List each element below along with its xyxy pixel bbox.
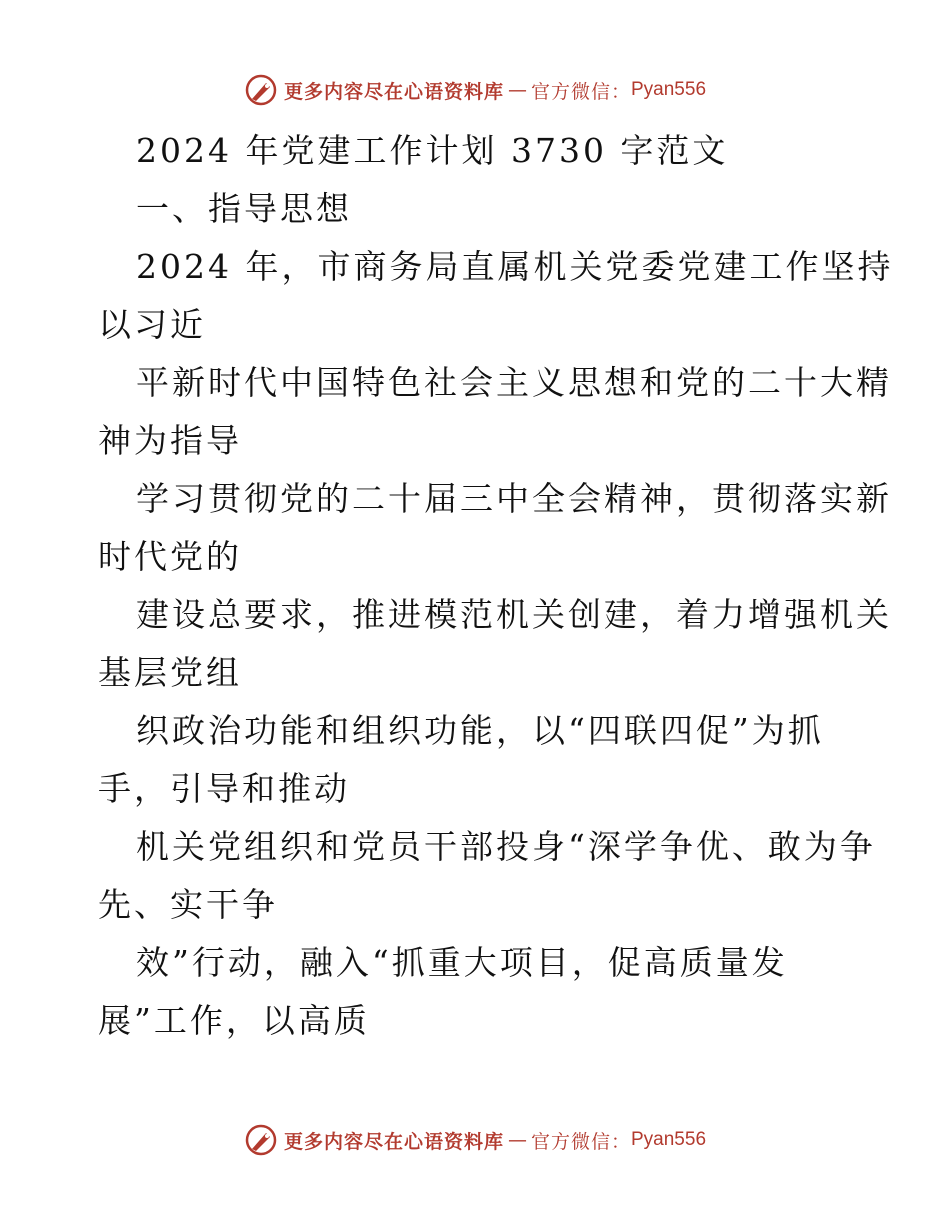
paragraph-line: 平新时代中国特色社会主义思想和党的二十大精 (136, 363, 892, 402)
paragraph-line: 手，引导和推动 (98, 769, 350, 808)
watermark-separator: — (507, 1129, 527, 1151)
watermark-label: 官方微信： (530, 80, 631, 103)
paragraph-line: 织政治功能和组织功能，以“四联四促”为抓 (136, 711, 824, 750)
paragraph-line: 效”行动，融入“抓重大项目，促高质量发 (136, 943, 788, 982)
section-heading: 一、指导思想 (136, 189, 352, 228)
pen-nib-icon (244, 73, 278, 107)
paragraph-line: 先、实干争 (98, 885, 278, 924)
paragraph-line: 2024 年，市商务局直属机关党委党建工作坚持 (136, 247, 894, 286)
paragraph-line: 学习贯彻党的二十届三中全会精神，贯彻落实新 (136, 479, 892, 518)
watermark-footer (0, 1120, 950, 1160)
document-title: 2024 年党建工作计划 3730 字范文 (136, 131, 729, 170)
watermark-header (0, 70, 950, 110)
watermark-separator: — (507, 79, 527, 101)
paragraph-line: 基层党组 (98, 653, 242, 692)
paragraph-line: 机关党组织和党员干部投身“深学争优、敢为争 (136, 827, 876, 866)
watermark-title: 更多内容尽在心语资料库 (283, 80, 504, 103)
paragraph-line: 神为指导 (98, 421, 242, 460)
watermark-account: Pyan556 (631, 79, 707, 100)
document-body (98, 122, 894, 1050)
paragraph-line: 以习近 (98, 305, 206, 344)
pen-nib-icon (244, 1123, 278, 1157)
paragraph-line: 时代党的 (98, 537, 242, 576)
paragraph-line: 展”工作，以高质 (98, 1001, 370, 1040)
watermark-label: 官方微信： (530, 1130, 631, 1153)
watermark-account: Pyan556 (631, 1129, 707, 1150)
watermark-title: 更多内容尽在心语资料库 (283, 1130, 504, 1153)
paragraph-line: 建设总要求，推进模范机关创建，着力增强机关 (136, 595, 892, 634)
